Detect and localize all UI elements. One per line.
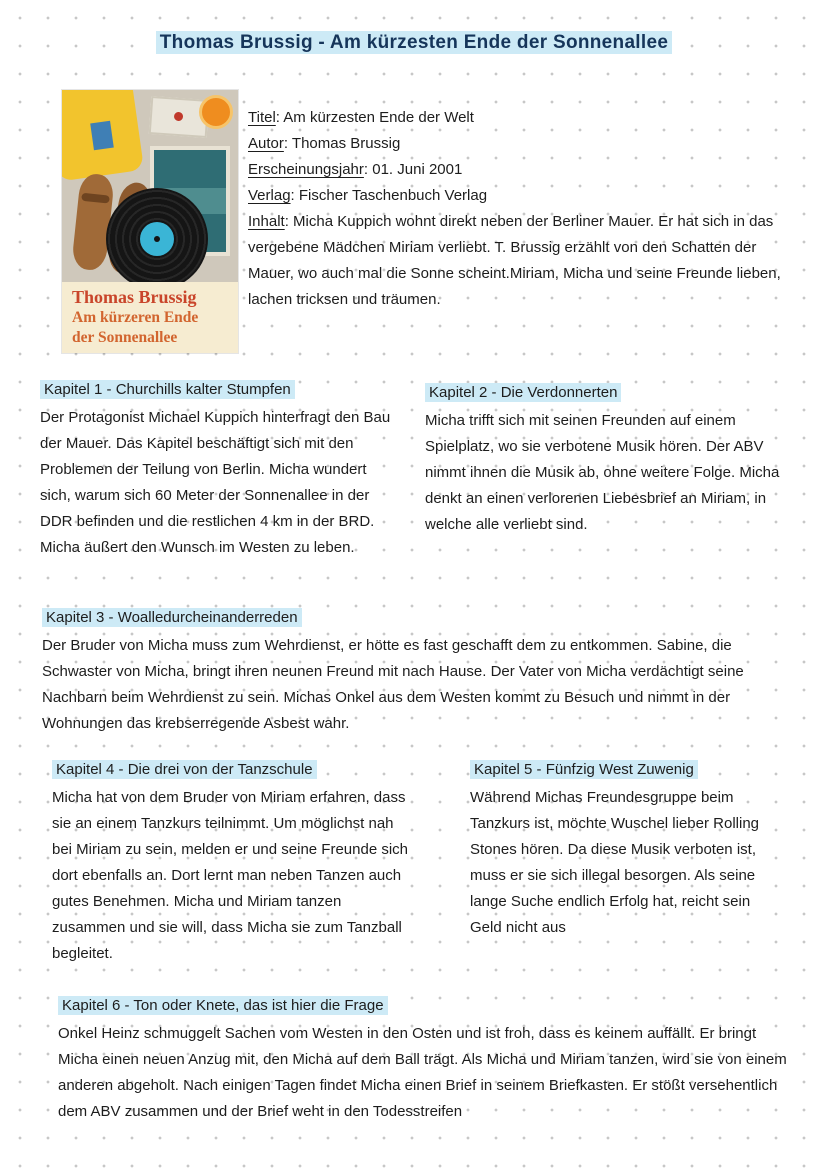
meta-label: Erscheinungsjahr (248, 161, 364, 178)
price-tag-graphic (90, 121, 114, 151)
chapter-4-section (52, 760, 414, 967)
meta-line-verlag (248, 183, 794, 209)
meta-value: : 01. Juni 2001 (363, 161, 463, 178)
vinyl-record-hole (154, 236, 160, 242)
meta-value: : Fischer Taschenbuch Verlag (290, 187, 488, 204)
book-meta (248, 105, 794, 313)
meta-line-titel (248, 105, 794, 131)
chapter-1-title: Kapitel 1 - Churchills kalter Stumpfen (40, 380, 295, 399)
cassette-dot-graphic (174, 112, 184, 122)
chapter-2-section (425, 383, 791, 538)
chapter-4-title: Kapitel 4 - Die drei von der Tanzschule (52, 760, 317, 779)
cover-title-line: Am kürzeren Ende (72, 309, 199, 326)
chapter-2-body: Micha trifft sich mit seinen Freunden auf einem Spielplatz, wo sie verbotene Musik hören. Der ABV nimmt ihnen die Musik ab, ohne weitere Folge. Micha denkt an einen verlorenen Liebesbrief an Miriam, in welche alle verliebt sind. (425, 412, 780, 533)
meta-label: Inhalt (248, 213, 285, 230)
book-cover-photo (62, 90, 238, 282)
chapter-2-title: Kapitel 2 - Die Verdonnerten (425, 383, 621, 402)
meta-value: : Micha Kuppich wohnt direkt neben der Berliner Mauer. Er hat sich in das vergebene Mädchen Miriam verliebt. T. Brussig erzählt von den Schatten der Mauer, wo auch mal die Sonne scheint.Miriam, Micha und seine Freunde lieben, lachen tricksen und träumen. (248, 213, 781, 308)
chapter-3-section (42, 608, 794, 737)
cover-title-line: der Sonnenallee (72, 329, 178, 346)
meta-label: Verlag (248, 187, 291, 204)
chapter-6-title: Kapitel 6 - Ton oder Knete, das ist hier die Frage (58, 996, 388, 1015)
page-title (0, 32, 828, 54)
chapter-5-title: Kapitel 5 - Fünfzig West Zuwenig (470, 760, 698, 779)
meta-line-autor (248, 131, 794, 157)
meta-line-inhalt (248, 209, 794, 313)
chapter-6-body: Onkel Heinz schmuggelt Sachen vom Westen in den Osten und ist froh, dass es keinem auffällt. Er bringt Micha einen neuen Anzug mit, den Micha auf dem Ball trägt. Als Micha und Miriam tanzen, wird sie von einem anderen abgeholt. Nach einigen Tagen findet Micha einen Brief in seinem Briefkasten. Er stößt versehentlich dem ABV zusammen und der Brief weht in den Todesstreifen (58, 1025, 787, 1120)
chapter-3-body: Der Bruder von Micha muss zum Wehrdienst, er hötte es fast geschafft dem zu entkommen. Sabine, die Schwaster von Micha, bringt ihren neunen Freund mit nach Hause. Der Vater von Micha verdächtigt seine Nachbarn beim Wehrdienst zu sein. Michas Onkel aus dem Westen kommt zu Besuch und nimmt in der Wohnungen das krebserregende Asbest wahr. (42, 637, 744, 732)
chapter-6-section (58, 996, 800, 1125)
page-title-text: Thomas Brussig - Am kürzesten Ende der Sonnenallee (156, 31, 672, 54)
meta-value: : Am kürzesten Ende der Welt (275, 109, 474, 126)
sandal-strap-graphic (81, 193, 110, 204)
meta-value: : Thomas Brussig (283, 135, 401, 152)
chapter-5-body: Während Michas Freundesgruppe beim Tanzkurs ist, möchte Wuschel lieber Rolling Stones hören. Da diese Musik verboten ist, muss er sie sich illegal besorgen. Als seine lange Suche endlich Erfolg hat, reicht sein Geld nicht aus (470, 789, 760, 936)
cover-author: Thomas Brussig (72, 287, 197, 307)
meta-label: Autor (248, 135, 284, 152)
chapter-3-title: Kapitel 3 - Woalledurcheinanderreden (42, 608, 302, 627)
fischer-logo-icon (199, 95, 233, 129)
meta-line-erscheinungsjahr (248, 157, 794, 183)
vinyl-record-icon (106, 188, 208, 290)
chapter-5-section (470, 760, 782, 941)
chapter-1-section (40, 380, 392, 561)
chapter-4-body: Micha hat von dem Bruder von Miriam erfahren, dass sie an einem Tanzkurs teilnimmt. Um möglichst nah bei Miriam zu sein, melden er und seine Freunde sich dort ebenfalls an. Dort lernt man neben Tanzen auch gutes Benehmen. Micha und Miriam tanzen zusammen und sie will, dass Micha sie zum Tanzball begleitet. (52, 789, 409, 962)
meta-label: Titel (248, 109, 276, 126)
book-cover (62, 90, 238, 353)
chapter-1-body: Der Protagonist Michael Kuppich hinterfragt den Bau der Mauer. Das Kapitel beschäftigt sich mit den Problemen der Teilung von Berlin. Micha wundert sich, warum sich 60 Meter der Sonnenallee in der DDR befinden und die restlichen 4 km in der BRD. Micha äußert den Wunsch im Westen zu leben. (40, 409, 391, 556)
book-cover-text (62, 282, 238, 353)
